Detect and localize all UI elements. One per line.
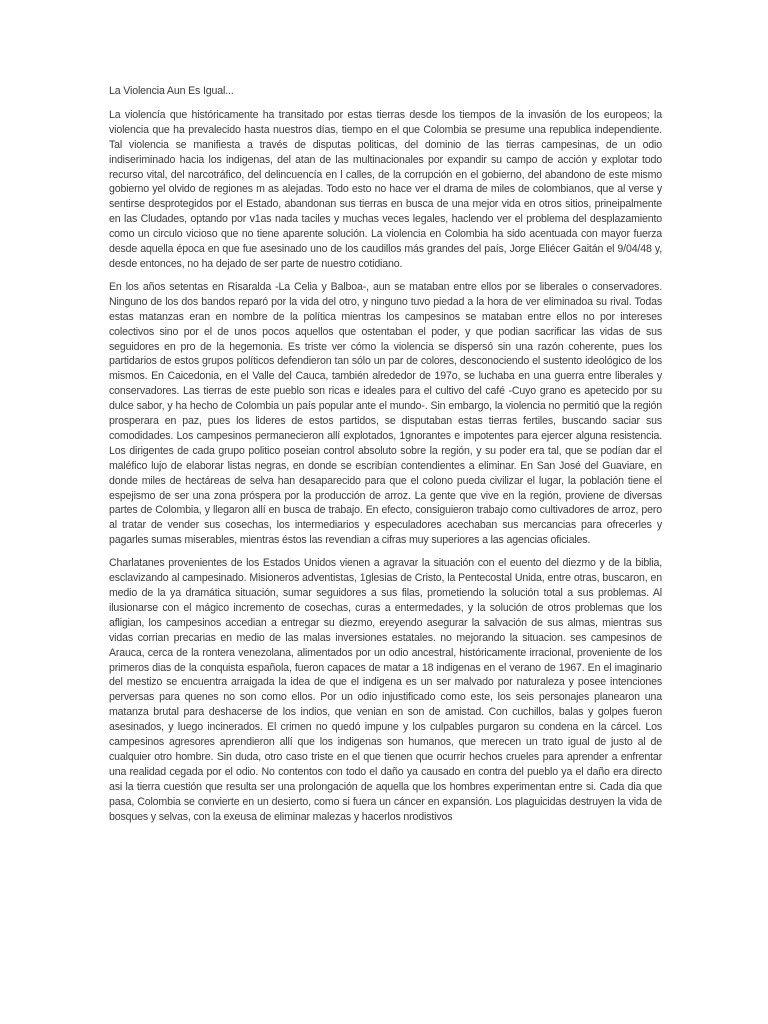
document-title: La Violencia Aun Es Igual... xyxy=(109,85,234,97)
paragraph-1: La violencía que históricamente ha transitado por estas tierras desde los tiempos de la invasión de los europeos; la violencia que ha prevalecido hasta nuestros días, tiempo en el que Colombia se presume una republica independiente. Tal violencia se manifiesta a través de disputas politicas, del dominio de las tierras campesinas, de un odio indiseriminado hacia los indigenas, del atan de las multinacionales por expandir su campo de acción y explotar todo recurso vital, del narcotráfico, del delincuencía en l calles, de la corrupción en el gobierno, del abandono de este mismo gobierno yel olvido de regiones m as alejadas. Todo esto no hace ver el drama de miles de colombianos, que al verse y sentirse desprotegidos por el Estado, abandonan sus tierras en busca de una mejor vida en otros sitios, prineipalmente en las Cludades, optando por v1as nada taciles y muchas veces legales, haclendo ver el problema del desplazamiento como un circulo vicioso que no tiene aparente solución. La violencia en Colombia ha sido acentuada con mayor fuerza desde aquella época en que fue asesinado uno de los caudillos más grandes del país, Jorge Eliécer Gaitán el 9/04/48 y, desde entonces, no ha dejado de ser parte de nuestro cotidiano. xyxy=(109,108,662,270)
paragraph-2: En los años setentas en Risaralda -La Celia y Balboa-, aun se mataban entre ellos por se liberales o conservadores. Ninguno de los dos bandos reparó por la vida del otro, y ninguno tuvo piedad a la hora de ver eliminadoa su rival. Todas estas matanzas eran en nombre de la política mientras los campesinos se mataban entre ellos no por intereses colectivos sino por el de unos pocos aquellos que ostentaban el poder, y que podian sacrificar las vidas de sus seguidores en pro de la hegemonia. Es triste ver cómo la violencia se dispersó sin una razón coherente, pues los partidarios de estos grupos políticos defendieron tan sólo un par de colores, desconociendo el sustento ideológico de los mismos. En Caicedonia, en el Valle del Cauca, también alrededor de 197o, se luchaba en una guerra entre liberales y conservadores. Las tierras de este pueblo son ricas e ideales para el cultivo del café -Cuyo grano es apetecido por su dulce sabor, y ha hecho de Colombia un país popular ante el mundo-. Sin embargo, la violencia no permitió que la región prosperara en paz, pues los lideres de estos partidos, se disputaban estas tierras fertiles, buscando saciar sus comodidades. Los campesinos permanecieron allí explotados, 1gnorantes e impotentes para ejercer alguna resistencia. Los dirigentes de cada grupo politico poseian control absoluto sobre la región, y su poder era tal, que se podían dar el maléfico lujo de elaborar listas negras, en donde se escribían contendientes a eliminar. En San José del Guaviare, en donde miles de hectáreas de selva han desaparecido para que el colono pueda civilizar el lugar, la población tiene el espejismo de ser una zona próspera por la producción de arroz. La gente que vive en la región, proviene de diversas partes de Colombia, y llegaron allí en busca de trabajo. En efecto, consiguieron trabajo como cultivadores de arroz, pero al tratar de vender sus cosechas, los intermediarios y especuladores acechaban sus mercancias para ofrecerles y pagarles sumas miserables, mientras éstos las revendian a cifras muy superiores a las agencias oficiales. xyxy=(109,280,662,547)
paragraph-3: Charlatanes provenientes de los Estados Unidos vienen a agravar la situación con el euento del diezmo y de la biblia, esclavizando al campesinado. Misioneros adventistas, 1glesias de Cristo, la Pentecostal Unida, entre otras, buscaron, en medio de la ya dramática situación, sumar seguidores a sus filas, prometiendo la solución total a sus problemas. Al ilusionarse con el mágico incremento de cosechas, curas a entermedades, y la solución de otros problemas que los afligian, los campesinos accedian a entregar su diezmo, ereyendo asegurar la salvación de sus almas, mientras sus vidas corrian precarias en medio de las malas inversiones estatales. no mejorando la situacion. ses campesinos de Arauca, cerca de la rontera venezolana, alimentados por un odio ancestral, históricamente irracional, proveniente de los primeros dias de la conquista española, fueron capaces de matar a 18 indigenas en el verano de 1967. En el imaginario del mestizo se encuentra arraigada la idea de que el indigena es un ser malvado por naturaleza y posee intenciones perversas para quenes no son como ellos. Por un odio injustificado como este, los seis personajes planearon una matanza brutal para deshacerse de los indios, que venian en son de amistad. Con cuchillos, balas y golpes fueron asesinados, y luego incinerados. El crimen no quedó impune y los culpables purgaron su condena en la cárcel. Los campesinos agresores aprendieron allí que los indigenas son humanos, que merecen un trato igual de justo al de cualquier otro hombre. Sin duda, otro caso triste en el que tienen que ocurrir hechos crueles para aprender a enfrentar una realidad cegada por el odio. No contentos con todo el daño ya causado en contra del pueblo ya el daño era directo asi la tierra cuestión que resulta ser una prolongación de aquella que los hombres experimentan entre si. Cada dia que pasa, Colombia se convierte en un desierto, como si fuera un cáncer en expansión. Los plaguicidas destruyen la vida de bosques y selvas, con la exeusa de eliminar malezas y hacerlos nrodistivos xyxy=(109,557,662,823)
document-page xyxy=(109,84,662,833)
